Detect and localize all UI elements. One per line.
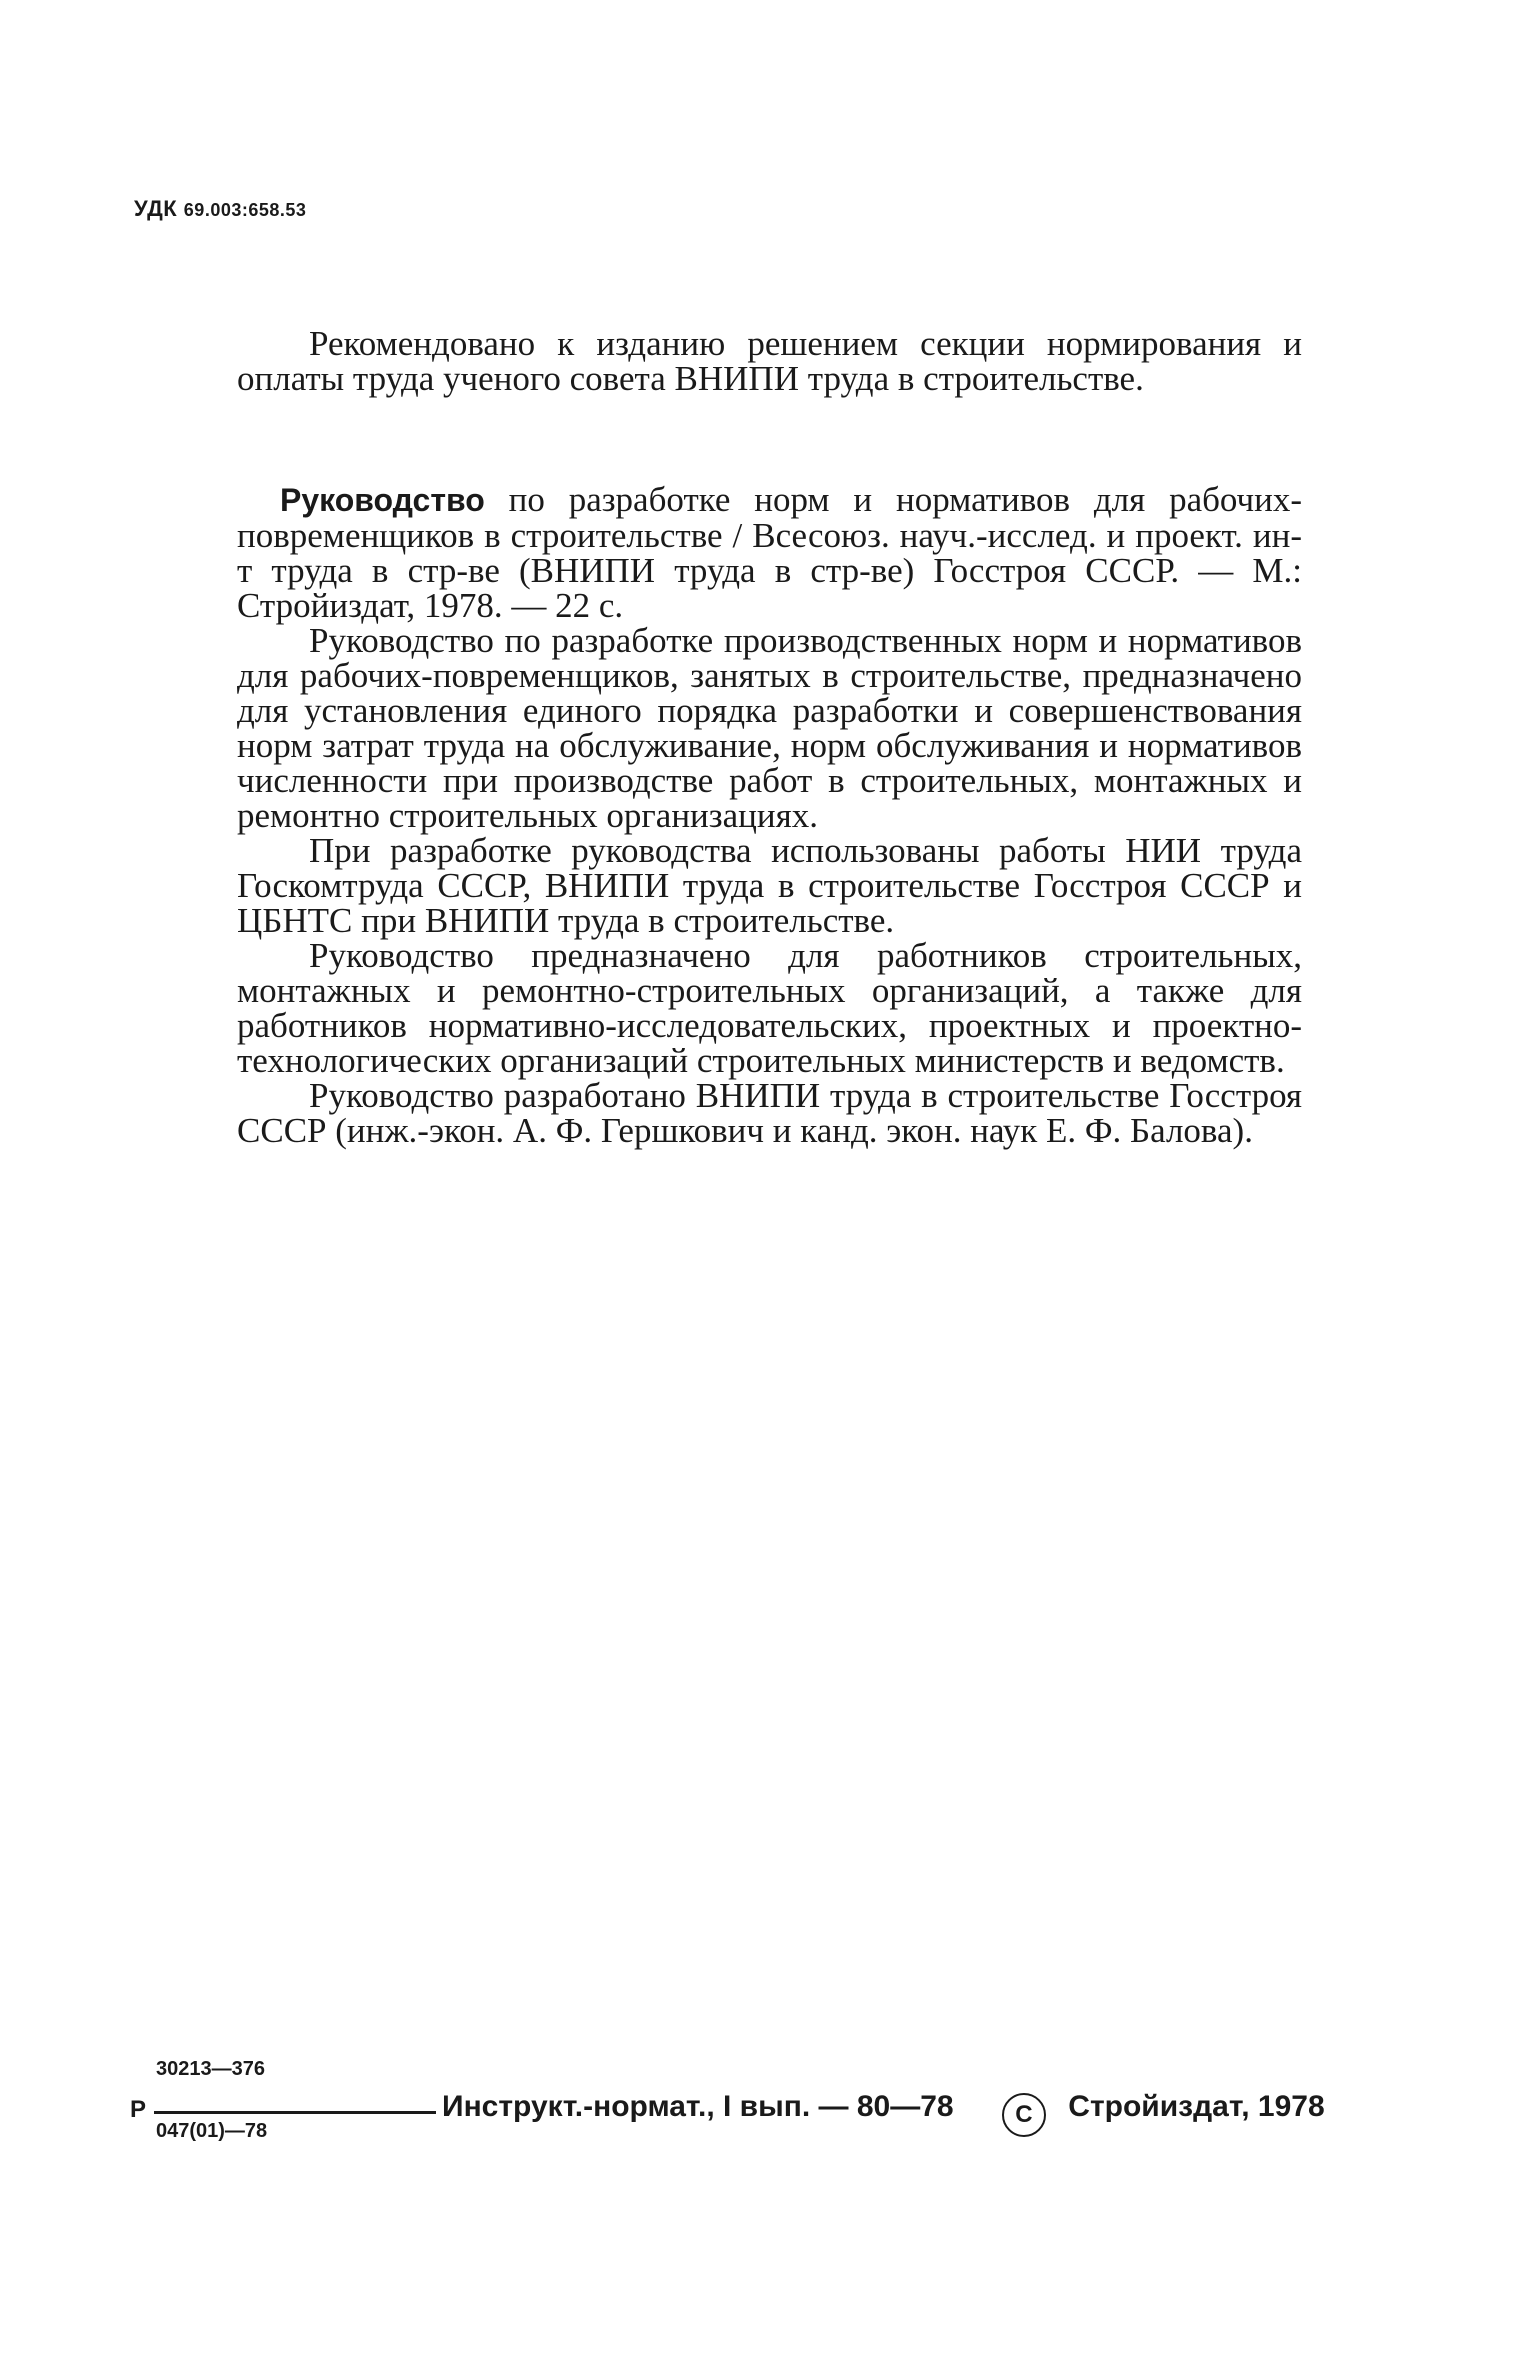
fraction-denominator: 047(01)—78	[156, 2120, 268, 2142]
imprint-line	[442, 2090, 1325, 2137]
paragraph-1: Руководство по разработке производственных норм и нормативов для рабочих-повременщиков, занятых в строительстве, предназначено для установления единого порядка разработки и совершенствования норм затрат труда на обслуживание, норм обслуживания и нормативов численности при производстве работ в строительных, монтажных и ремонтно строительных организациях.	[237, 621, 1302, 835]
classification-fraction	[154, 2058, 436, 2148]
bibliographic-record	[237, 482, 1302, 623]
recommendation-text: Рекомендовано к изданию решением секции нормирования и оплаты труда ученого совета ВНИПИ труда в строительстве.	[237, 324, 1302, 398]
footer-letter: Р	[130, 2096, 147, 2123]
udk-code: 69.003:658.53	[183, 200, 307, 220]
bibliography-rest: по разработке норм и нормативов для рабочих-повременщиков в строительстве / Всесоюз. науч.-исслед. и проект. ин-т труда в стр-ве (ВНИПИ труда в стр-ве) Госстроя СССР. — М.: Стройиздат, 1978. — 22 с.	[237, 480, 1302, 625]
publication-footer	[130, 2058, 1325, 2148]
copyright-icon: C	[1002, 2093, 1046, 2137]
udk-label: УДК	[134, 196, 178, 221]
imprint-text: Инструкт.-нормат., I вып. — 80—78	[442, 2090, 954, 2123]
main-text	[237, 482, 1302, 1148]
fraction-line	[154, 2111, 436, 2114]
publisher-text: Стройиздат, 1978	[1068, 2090, 1325, 2123]
bibliography-title: Руководство	[280, 482, 485, 518]
paragraph-2: При разработке руководства использованы работы НИИ труда Госкомтруда СССР, ВНИПИ труда в строительстве Госстроя СССР и ЦБНТС при ВНИПИ труда в строительстве.	[237, 831, 1302, 940]
paragraph-4: Руководство разработано ВНИПИ труда в строительстве Госстроя СССР (инж.-экон. А. Ф. Гершкович и канд. экон. наук Е. Ф. Балова).	[237, 1076, 1302, 1150]
udk-line	[134, 196, 306, 222]
paragraph-3: Руководство предназначено для работников строительных, монтажных и ремонтно-строительных организаций, а также для работников нормативно-исследовательских, проектных и проектно-технологических организаций строительных министерств и ведомств.	[237, 936, 1302, 1080]
fraction-numerator: 30213—376	[156, 2058, 265, 2080]
